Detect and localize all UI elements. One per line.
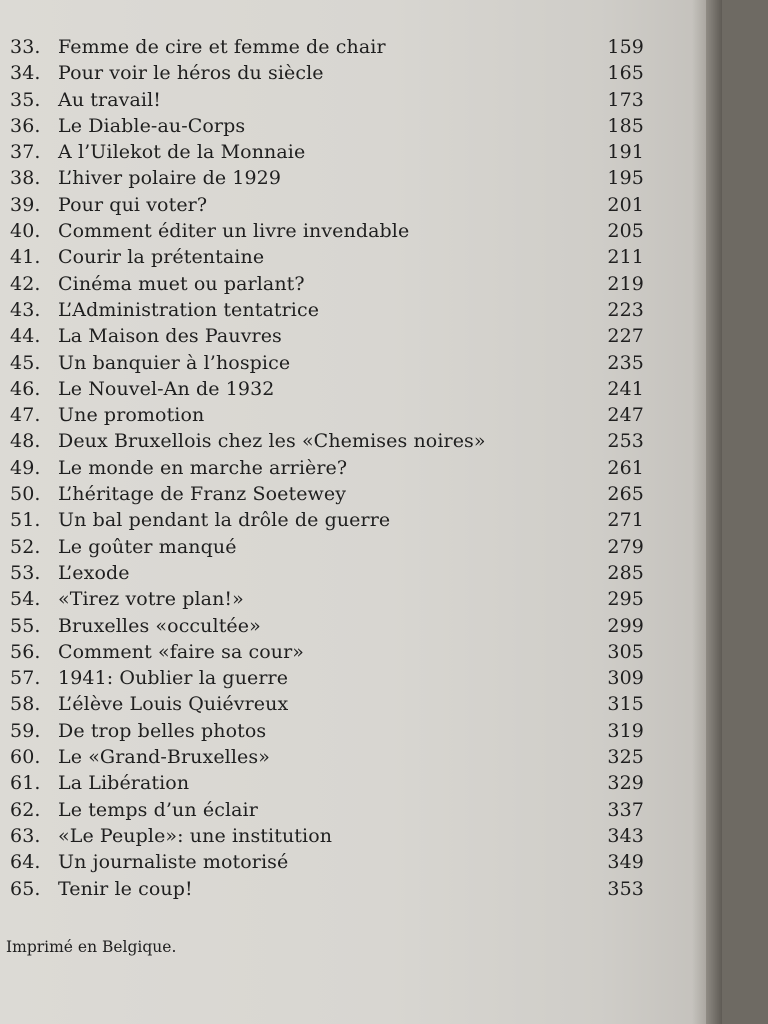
chapter-number: 43. bbox=[10, 298, 41, 321]
page-number: 211 bbox=[607, 246, 644, 269]
page-number: 191 bbox=[607, 141, 644, 164]
page-number: 271 bbox=[607, 509, 644, 532]
chapter-number: 45. bbox=[10, 351, 41, 374]
page-number: 165 bbox=[607, 62, 644, 85]
toc-entry bbox=[0, 665, 706, 691]
chapter-title: Le monde en marche arrière? bbox=[58, 456, 348, 479]
chapter-number: 53. bbox=[10, 561, 41, 584]
chapter-number: 38. bbox=[10, 167, 41, 190]
toc-entry bbox=[0, 744, 706, 770]
chapter-number: 57. bbox=[10, 667, 41, 690]
toc-entry bbox=[0, 876, 706, 902]
page-number: 223 bbox=[607, 298, 644, 321]
chapter-title: Un banquier à l’hospice bbox=[58, 351, 291, 374]
chapter-number: 59. bbox=[10, 719, 41, 742]
toc-entry bbox=[0, 507, 706, 533]
page-number: 205 bbox=[607, 220, 644, 243]
chapter-number: 62. bbox=[10, 798, 41, 821]
chapter-title: Pour qui voter? bbox=[58, 193, 208, 216]
chapter-number: 40. bbox=[10, 220, 41, 243]
chapter-number: 56. bbox=[10, 640, 41, 663]
chapter-number: 63. bbox=[10, 824, 41, 847]
chapter-title: Le Diable-au-Corps bbox=[58, 114, 246, 137]
page-number: 325 bbox=[607, 746, 644, 769]
page-number: 305 bbox=[607, 640, 644, 663]
chapter-title: Cinéma muet ou parlant? bbox=[58, 272, 305, 295]
toc-entry bbox=[0, 481, 706, 507]
chapter-number: 41. bbox=[10, 246, 41, 269]
toc-entry bbox=[0, 613, 706, 639]
chapter-title: Le temps d’un éclair bbox=[58, 798, 258, 821]
page-edge bbox=[706, 0, 722, 1024]
chapter-number: 52. bbox=[10, 535, 41, 558]
page-number: 241 bbox=[607, 377, 644, 400]
chapter-number: 47. bbox=[10, 404, 41, 427]
chapter-title: Le goûter manqué bbox=[58, 535, 237, 558]
toc-entry bbox=[0, 60, 706, 86]
chapter-title: De trop belles photos bbox=[58, 719, 267, 742]
page-number: 219 bbox=[607, 272, 644, 295]
page-number: 227 bbox=[607, 325, 644, 348]
chapter-title: Comment éditer un livre invendable bbox=[58, 220, 410, 243]
page-number: 295 bbox=[607, 588, 644, 611]
table-of-contents bbox=[0, 34, 706, 902]
chapter-title: Au travail! bbox=[58, 88, 161, 111]
chapter-number: 54. bbox=[10, 588, 41, 611]
toc-entry bbox=[0, 218, 706, 244]
chapter-title: Comment «faire sa cour» bbox=[58, 640, 305, 663]
toc-entry bbox=[0, 165, 706, 191]
printer-note: Imprimé en Belgique. bbox=[6, 938, 177, 956]
toc-entry bbox=[0, 534, 706, 560]
chapter-number: 39. bbox=[10, 193, 41, 216]
chapter-number: 58. bbox=[10, 693, 41, 716]
toc-entry bbox=[0, 297, 706, 323]
page-number: 299 bbox=[607, 614, 644, 637]
chapter-title: Courir la prétentaine bbox=[58, 246, 265, 269]
chapter-number: 48. bbox=[10, 430, 41, 453]
chapter-title: La Maison des Pauvres bbox=[58, 325, 282, 348]
chapter-title: Une promotion bbox=[58, 404, 205, 427]
chapter-number: 42. bbox=[10, 272, 41, 295]
toc-entry bbox=[0, 639, 706, 665]
page-number: 309 bbox=[607, 667, 644, 690]
chapter-title: A l’Uilekot de la Monnaie bbox=[58, 141, 306, 164]
chapter-title: 1941: Oublier la guerre bbox=[58, 667, 289, 690]
toc-entry bbox=[0, 428, 706, 454]
page-number: 261 bbox=[607, 456, 644, 479]
page-number: 315 bbox=[607, 693, 644, 716]
page-number: 195 bbox=[607, 167, 644, 190]
toc-entry bbox=[0, 350, 706, 376]
chapter-number: 44. bbox=[10, 325, 41, 348]
chapter-title: L’héritage de Franz Soetewey bbox=[58, 483, 347, 506]
chapter-title: Un bal pendant la drôle de guerre bbox=[58, 509, 391, 532]
toc-entry bbox=[0, 691, 706, 717]
chapter-number: 60. bbox=[10, 746, 41, 769]
chapter-title: L’Administration tentatrice bbox=[58, 298, 320, 321]
chapter-number: 35. bbox=[10, 88, 41, 111]
chapter-number: 36. bbox=[10, 114, 41, 137]
chapter-title: L’élève Louis Quiévreux bbox=[58, 693, 289, 716]
page-number: 319 bbox=[607, 719, 644, 742]
toc-entry bbox=[0, 718, 706, 744]
chapter-number: 49. bbox=[10, 456, 41, 479]
page-number: 279 bbox=[607, 535, 644, 558]
toc-entry bbox=[0, 402, 706, 428]
chapter-number: 37. bbox=[10, 141, 41, 164]
toc-entry bbox=[0, 192, 706, 218]
toc-entry bbox=[0, 849, 706, 875]
chapter-number: 46. bbox=[10, 377, 41, 400]
page-number: 353 bbox=[607, 877, 644, 900]
chapter-number: 50. bbox=[10, 483, 41, 506]
chapter-title: L’exode bbox=[58, 561, 130, 584]
chapter-title: Le «Grand-Bruxelles» bbox=[58, 746, 270, 769]
toc-entry bbox=[0, 244, 706, 270]
page-number: 173 bbox=[607, 88, 644, 111]
toc-entry bbox=[0, 271, 706, 297]
chapter-number: 64. bbox=[10, 851, 41, 874]
page-number: 337 bbox=[607, 798, 644, 821]
chapter-title: «Tirez votre plan!» bbox=[58, 588, 244, 611]
chapter-title: Tenir le coup! bbox=[58, 877, 193, 900]
page-number: 247 bbox=[607, 404, 644, 427]
toc-entry bbox=[0, 87, 706, 113]
toc-entry bbox=[0, 586, 706, 612]
toc-entry bbox=[0, 823, 706, 849]
page-number: 285 bbox=[607, 561, 644, 584]
toc-entry bbox=[0, 797, 706, 823]
chapter-title: Un journaliste motorisé bbox=[58, 851, 289, 874]
page-number: 343 bbox=[607, 824, 644, 847]
chapter-title: L’hiver polaire de 1929 bbox=[58, 167, 282, 190]
chapter-title: Le Nouvel-An de 1932 bbox=[58, 377, 275, 400]
chapter-number: 51. bbox=[10, 509, 41, 532]
page-number: 349 bbox=[607, 851, 644, 874]
page-number: 159 bbox=[607, 36, 644, 58]
chapter-title: Bruxelles «occultée» bbox=[58, 614, 261, 637]
toc-entry bbox=[0, 455, 706, 481]
chapter-title: Deux Bruxellois chez les «Chemises noires» bbox=[58, 430, 486, 453]
toc-entry bbox=[0, 139, 706, 165]
toc-entry bbox=[0, 770, 706, 796]
page-number: 235 bbox=[607, 351, 644, 374]
page-number: 265 bbox=[607, 483, 644, 506]
page-number: 253 bbox=[607, 430, 644, 453]
page-number: 201 bbox=[607, 193, 644, 216]
toc-entry bbox=[0, 376, 706, 402]
chapter-number: 65. bbox=[10, 877, 41, 900]
chapter-number: 33. bbox=[10, 36, 41, 58]
toc-entry bbox=[0, 113, 706, 139]
chapter-title: La Libération bbox=[58, 772, 190, 795]
chapter-number: 55. bbox=[10, 614, 41, 637]
chapter-title: Pour voir le héros du siècle bbox=[58, 62, 324, 85]
page-number: 329 bbox=[607, 772, 644, 795]
chapter-number: 61. bbox=[10, 772, 41, 795]
toc-entry bbox=[0, 34, 706, 60]
page-number: 185 bbox=[607, 114, 644, 137]
chapter-title: Femme de cire et femme de chair bbox=[58, 36, 386, 58]
toc-entry bbox=[0, 560, 706, 586]
toc-entry bbox=[0, 323, 706, 349]
chapter-number: 34. bbox=[10, 62, 41, 85]
chapter-title: «Le Peuple»: une institution bbox=[58, 824, 333, 847]
